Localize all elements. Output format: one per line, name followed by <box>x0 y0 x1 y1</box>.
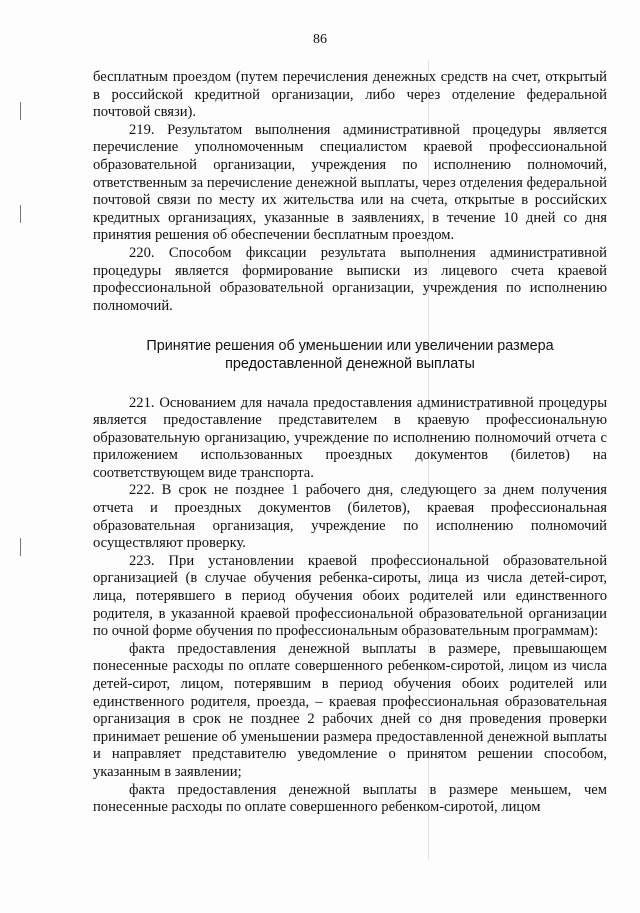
paragraph-223: 223. При установлении краевой профессиональной образовательной организацией (в случае обучения ребенка-сироты, лица из числа детей-сирот, лица, потерявшего в период обучения обоих родителей или единственного родителя, в указанной краевой профессиональной образовательной организации по очной форме обучения по профессиональным образовательным программам): <box>93 552 607 640</box>
paragraph-219: 219. Результатом выполнения административной процедуры является перечисление уполномоченным специалистом краевой профессиональной образовательной организации, учреждения по исполнению полномочий, ответственным за перечисление денежной выплаты, через отделения федеральной почтовой связи по месту их жительства или на счета, открытые в российских кредитных организациях, указанные в заявлениях, в течение 10 дней со дня принятия решения об обеспечении бесплатным проездом. <box>93 121 607 244</box>
paragraph-222: 222. В срок не позднее 1 рабочего дня, следующего за днем получения отчета и проездных документов (билетов), краевая профессиональная образовательная организация, учреждение по исполнению полномочий осуществляют проверку. <box>93 482 607 552</box>
margin-mark <box>20 538 21 556</box>
paragraph-continuation: бесплатным проездом (путем перечисления денежных средств на счет, открытый в российской кредитной организации, либо через отделение федеральной почтовой связи). <box>93 69 607 121</box>
paragraph-223-item-a: факта предоставления денежной выплаты в размере, превышающем понесенные расходы по оплате совершенного ребенком-сиротой, лицом из числа детей-сирот, лицом, потерявшим в период обучения обоих родителей или единственного родителя, проезда, – краевая профессиональная образовательная организация в срок не позднее 2 рабочих дней со дня проведения проверки принимает решение об уменьшении размера предоставленной денежной выплаты и направляет представителю уведомление о принятом решении способом, указанным в заявлении; <box>93 640 607 780</box>
document-body <box>93 69 607 817</box>
paragraph-221: 221. Основанием для начала предоставления административной процедуры является предоставление представителем в краевую профессиональную образовательную организацию, учреждение по исполнению полномочий отчета с приложением использованных проездных документов (билетов) на соответствующем виде транспорта. <box>93 394 607 481</box>
page-number: 86 <box>313 32 327 47</box>
margin-mark <box>20 205 21 223</box>
paragraph-220: 220. Способом фиксации результата выполнения административной процедуры является формирование выписки из лицевого счета краевой профессиональной образовательной организации, учреждения по исполнению полномочий. <box>93 244 607 314</box>
margin-mark <box>20 102 21 120</box>
section-title: Принятие решения об уменьшении или увеличении размера предоставленной денежной выплаты <box>146 338 554 372</box>
paragraph-223-item-b: факта предоставления денежной выплаты в размере меньшем, чем понесенные расходы по оплате совершенного ребенком-сиротой, лицом <box>93 781 607 816</box>
